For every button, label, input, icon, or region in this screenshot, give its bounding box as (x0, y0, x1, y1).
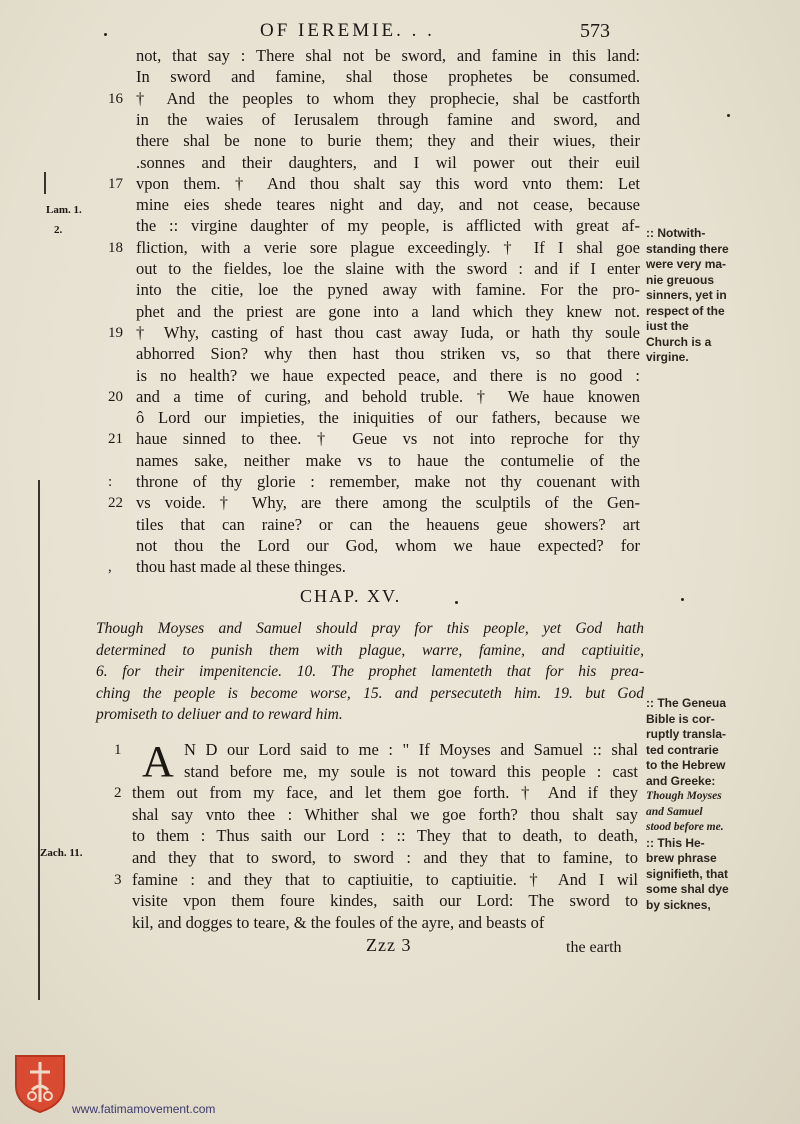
margin-note-line: standing there (646, 241, 729, 256)
verse-text: tiles that can raine? or can the heauens geue showers? art (136, 514, 640, 534)
verse-text: them out from my face, and let them goe forth. † And if they (132, 783, 638, 803)
margin-note-line: :: This He- (646, 835, 705, 850)
summary-line: ching the people is become worse, 15. and persecuteth him. 19. but God (96, 684, 644, 702)
margin-note-line: ted contrarie (646, 742, 719, 757)
verse-number: , (108, 559, 112, 576)
verse-number: 16 (108, 90, 123, 107)
verse-number: 2 (114, 785, 122, 802)
margin-ref-lam: Lam. 1. (46, 204, 82, 216)
margin-note-line: brew phrase (646, 851, 717, 865)
margin-note-line: were very ma- (646, 257, 727, 271)
verse-text: there shal be none to burie them; they and their wiues, their (136, 131, 640, 151)
summary-line: promiseth to deliuer and to reward him. (96, 706, 343, 723)
verse-text: N D our Lord said to me : " If Moyses and Samuel :: shal (184, 740, 638, 759)
text-line (0, 153, 800, 175)
running-head: OF IEREMIE. . . (260, 20, 435, 41)
summary-line: determined to punish them with plague, warre, famine, and captiuitie, (96, 641, 644, 659)
summary-line: 6. for their impenitencie. 10. The prophet lamenteth that for his prea- (96, 663, 644, 680)
verse-text: kil, and dogges to teare, & the foules of the ayre, and beasts of (132, 912, 545, 932)
text-line (0, 429, 800, 451)
verse-text: and a time of curing, and behold truble. † We haue knowen (136, 386, 640, 406)
verse-text: and they that to sword, to sword : and they that to famine, to (132, 848, 638, 867)
verse-text: vpon them. † And thou shalt say this word vnto them: Let (136, 173, 640, 193)
verse-text: not, that say : There shal not be sword, and famine in this land: (136, 46, 640, 65)
margin-note-lower (646, 696, 796, 913)
margin-note-line: virgine. (646, 350, 689, 364)
verse-number: 21 (108, 431, 123, 448)
verse-number: : (108, 474, 113, 490)
verse-number: 18 (108, 239, 123, 256)
verse-text: † And the peoples to whom they prophecie, shal be castforth (136, 88, 640, 108)
margin-note-line: iust the (646, 319, 689, 333)
verse-text: in the waies of Ierusalem through famine and sword, and (136, 109, 640, 129)
margin-note-line: Bible is cor- (646, 711, 715, 726)
margin-note-line: and Samuel (646, 805, 703, 818)
speck (104, 33, 107, 36)
chapter-heading: CHAP. XV. (300, 586, 402, 606)
margin-note-line: signifieth, that (646, 866, 728, 881)
margin-ref-2: 2. (54, 224, 63, 236)
verse-text: thou hast made al these thinges. (136, 557, 346, 577)
verse-text: ô Lord our impieties, the iniquities of our fathers, because we (136, 408, 640, 428)
verse-text: to them : Thus saith our Lord : :: They that to death, to death, (132, 826, 638, 846)
text-line (0, 472, 800, 494)
text-line (0, 67, 800, 89)
text-line (0, 408, 800, 430)
text-line (0, 89, 800, 111)
verse-text: phet and the priest are gone into a land which they knew not. (136, 301, 640, 321)
verse-text: .sonnes and their daughters, and I wil power out their euil (136, 152, 640, 172)
margin-note-line: to the Hebrew (646, 758, 726, 772)
speck (455, 601, 458, 604)
text-line (0, 515, 800, 537)
fatima-movement-logo (12, 1052, 68, 1114)
text-line (0, 110, 800, 132)
verse-text: fliction, with a verie sore plague exceedingly. † If I shal goe (136, 237, 640, 257)
verse-text: mine eies shede teares night and day, and not cease, because (136, 195, 640, 215)
verse-text: into the citie, loe the pyned away with famine. For the pro- (136, 280, 640, 300)
text-line (0, 131, 800, 153)
verse-text: In sword and famine, shal those prophetes be consumed. (136, 67, 640, 87)
text-line (0, 366, 800, 388)
margin-note-line: ruptly transla- (646, 727, 727, 741)
verse-text: abhorred Sion? why then hast thou striken vs, so that there (136, 344, 640, 364)
margin-note-line: nie greuous (646, 272, 715, 287)
verse-text: not thou the Lord our God, whom we haue expected? for (136, 535, 640, 555)
verse-number: 3 (114, 871, 122, 888)
text-line (0, 557, 800, 579)
verse-text: stand before me, my soule is not toward this people : cast (184, 761, 638, 781)
margin-note-line: :: Notwith- (646, 226, 706, 240)
verse-number: 1 (114, 742, 122, 758)
text-line (0, 387, 800, 409)
text-line (0, 451, 800, 473)
page-number: 573 (580, 20, 610, 42)
margin-note-line: some shal dye (646, 882, 729, 896)
margin-note-line: sinners, yet in (646, 288, 727, 302)
margin-note-line: Though Moyses (646, 790, 722, 802)
margin-note-line: by sicknes, (646, 897, 711, 912)
margin-note-line: respect of the (646, 303, 725, 318)
verse-text: shal say vnto thee : Whither shal we goe forth? thou shalt say (132, 804, 638, 824)
verse-text: haue sinned to thee. † Geue vs not into reproche for thy (136, 429, 640, 449)
catchword: the earth (566, 939, 622, 956)
text-line (0, 195, 800, 217)
verse-number: 17 (108, 175, 123, 192)
text-line (0, 493, 800, 515)
text-line (0, 536, 800, 558)
margin-note-line: stood before me. (646, 821, 724, 833)
verse-text: famine : and they that to captiuitie, to captiuitie. † And I wil (132, 869, 638, 889)
speck (681, 598, 684, 601)
signature-mark: Zzz 3 (366, 935, 412, 955)
verse-text: vs voide. † Why, are there among the sculptils of the Gen- (136, 493, 640, 513)
margin-note-upper (646, 226, 796, 366)
verse-text: names sake, neither make vs to haue the contumelie of the (136, 450, 640, 470)
margin-note-line: Church is a (646, 334, 712, 349)
margin-note-line: :: The Geneua (646, 696, 727, 710)
text-line (0, 174, 800, 196)
text-line (0, 913, 800, 935)
text-line (0, 46, 800, 68)
verse-text: is no health? we haue expected peace, and there is no good : (136, 365, 640, 385)
verse-text: out to the fieldes, loe the slaine with the sword : and if I enter (136, 259, 640, 278)
verse-text: † Why, casting of hast thou cast away Iuda, or hath thy soule (136, 322, 640, 342)
verse-number: 19 (108, 324, 123, 341)
margin-note-line: and Greeke: (646, 773, 716, 788)
verse-text: the :: virgine daughter of my people, is afflicted with great af- (136, 216, 640, 236)
site-url[interactable]: www.fatimamovement.com (72, 1102, 216, 1116)
margin-ref-zach: Zach. 11. (40, 847, 83, 859)
verse-number: 20 (108, 388, 123, 405)
verse-text: throne of thy glorie : remember, make not thy couenant with (136, 472, 640, 491)
verse-text: visite vpon them foure kindes, saith our Lord: The sword to (132, 891, 638, 911)
verse-number: 22 (108, 495, 123, 512)
drop-cap: A (142, 737, 174, 786)
speck (727, 114, 730, 117)
summary-line: Though Moyses and Samuel should pray for this people, yet God hath (96, 620, 644, 637)
